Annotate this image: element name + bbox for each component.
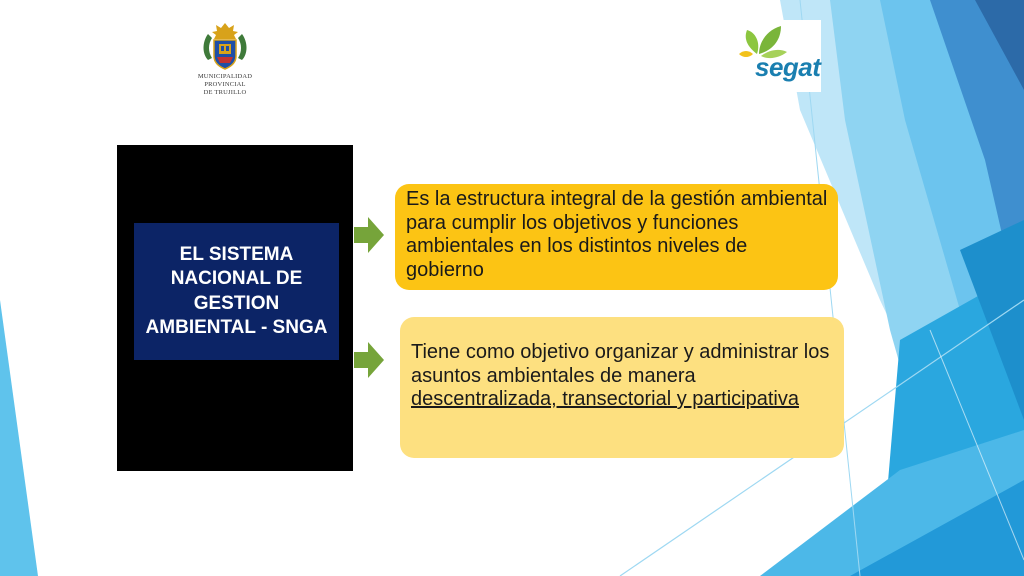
snga-title-box <box>134 223 339 360</box>
objective-box <box>400 317 844 458</box>
caption-line-2: PROVINCIAL <box>204 81 246 88</box>
right-arrow-icon <box>354 217 384 253</box>
arrow-to-definition <box>354 217 384 253</box>
snga-title-text: EL SISTEMA NACIONAL DE GESTION AMBIENTAL - SNGA <box>145 243 328 338</box>
caption-line-3: DE TRUJILLO <box>203 89 247 96</box>
segat-logo <box>735 20 821 92</box>
segat-brand-text: segat <box>755 52 821 82</box>
definition-box <box>395 184 838 290</box>
right-arrow-icon <box>354 342 384 378</box>
coat-of-arms-icon <box>190 20 260 72</box>
municipal-logo-caption <box>190 73 260 97</box>
caption-line-1: MUNICIPALIDAD <box>197 73 253 80</box>
objective-text: Tiene como objetivo organizar y administrar los asuntos ambientales de manera <box>411 341 830 387</box>
definition-text: Es la estructura integral de la gestión ambiental para cumplir los objetivos y funciones ambientales en los distintos niveles de gobierno <box>406 188 828 281</box>
objective-underlined-text: descentralizada, transectorial y participativa <box>411 388 799 410</box>
arrow-to-objective <box>354 342 384 378</box>
municipal-logo <box>190 20 260 108</box>
